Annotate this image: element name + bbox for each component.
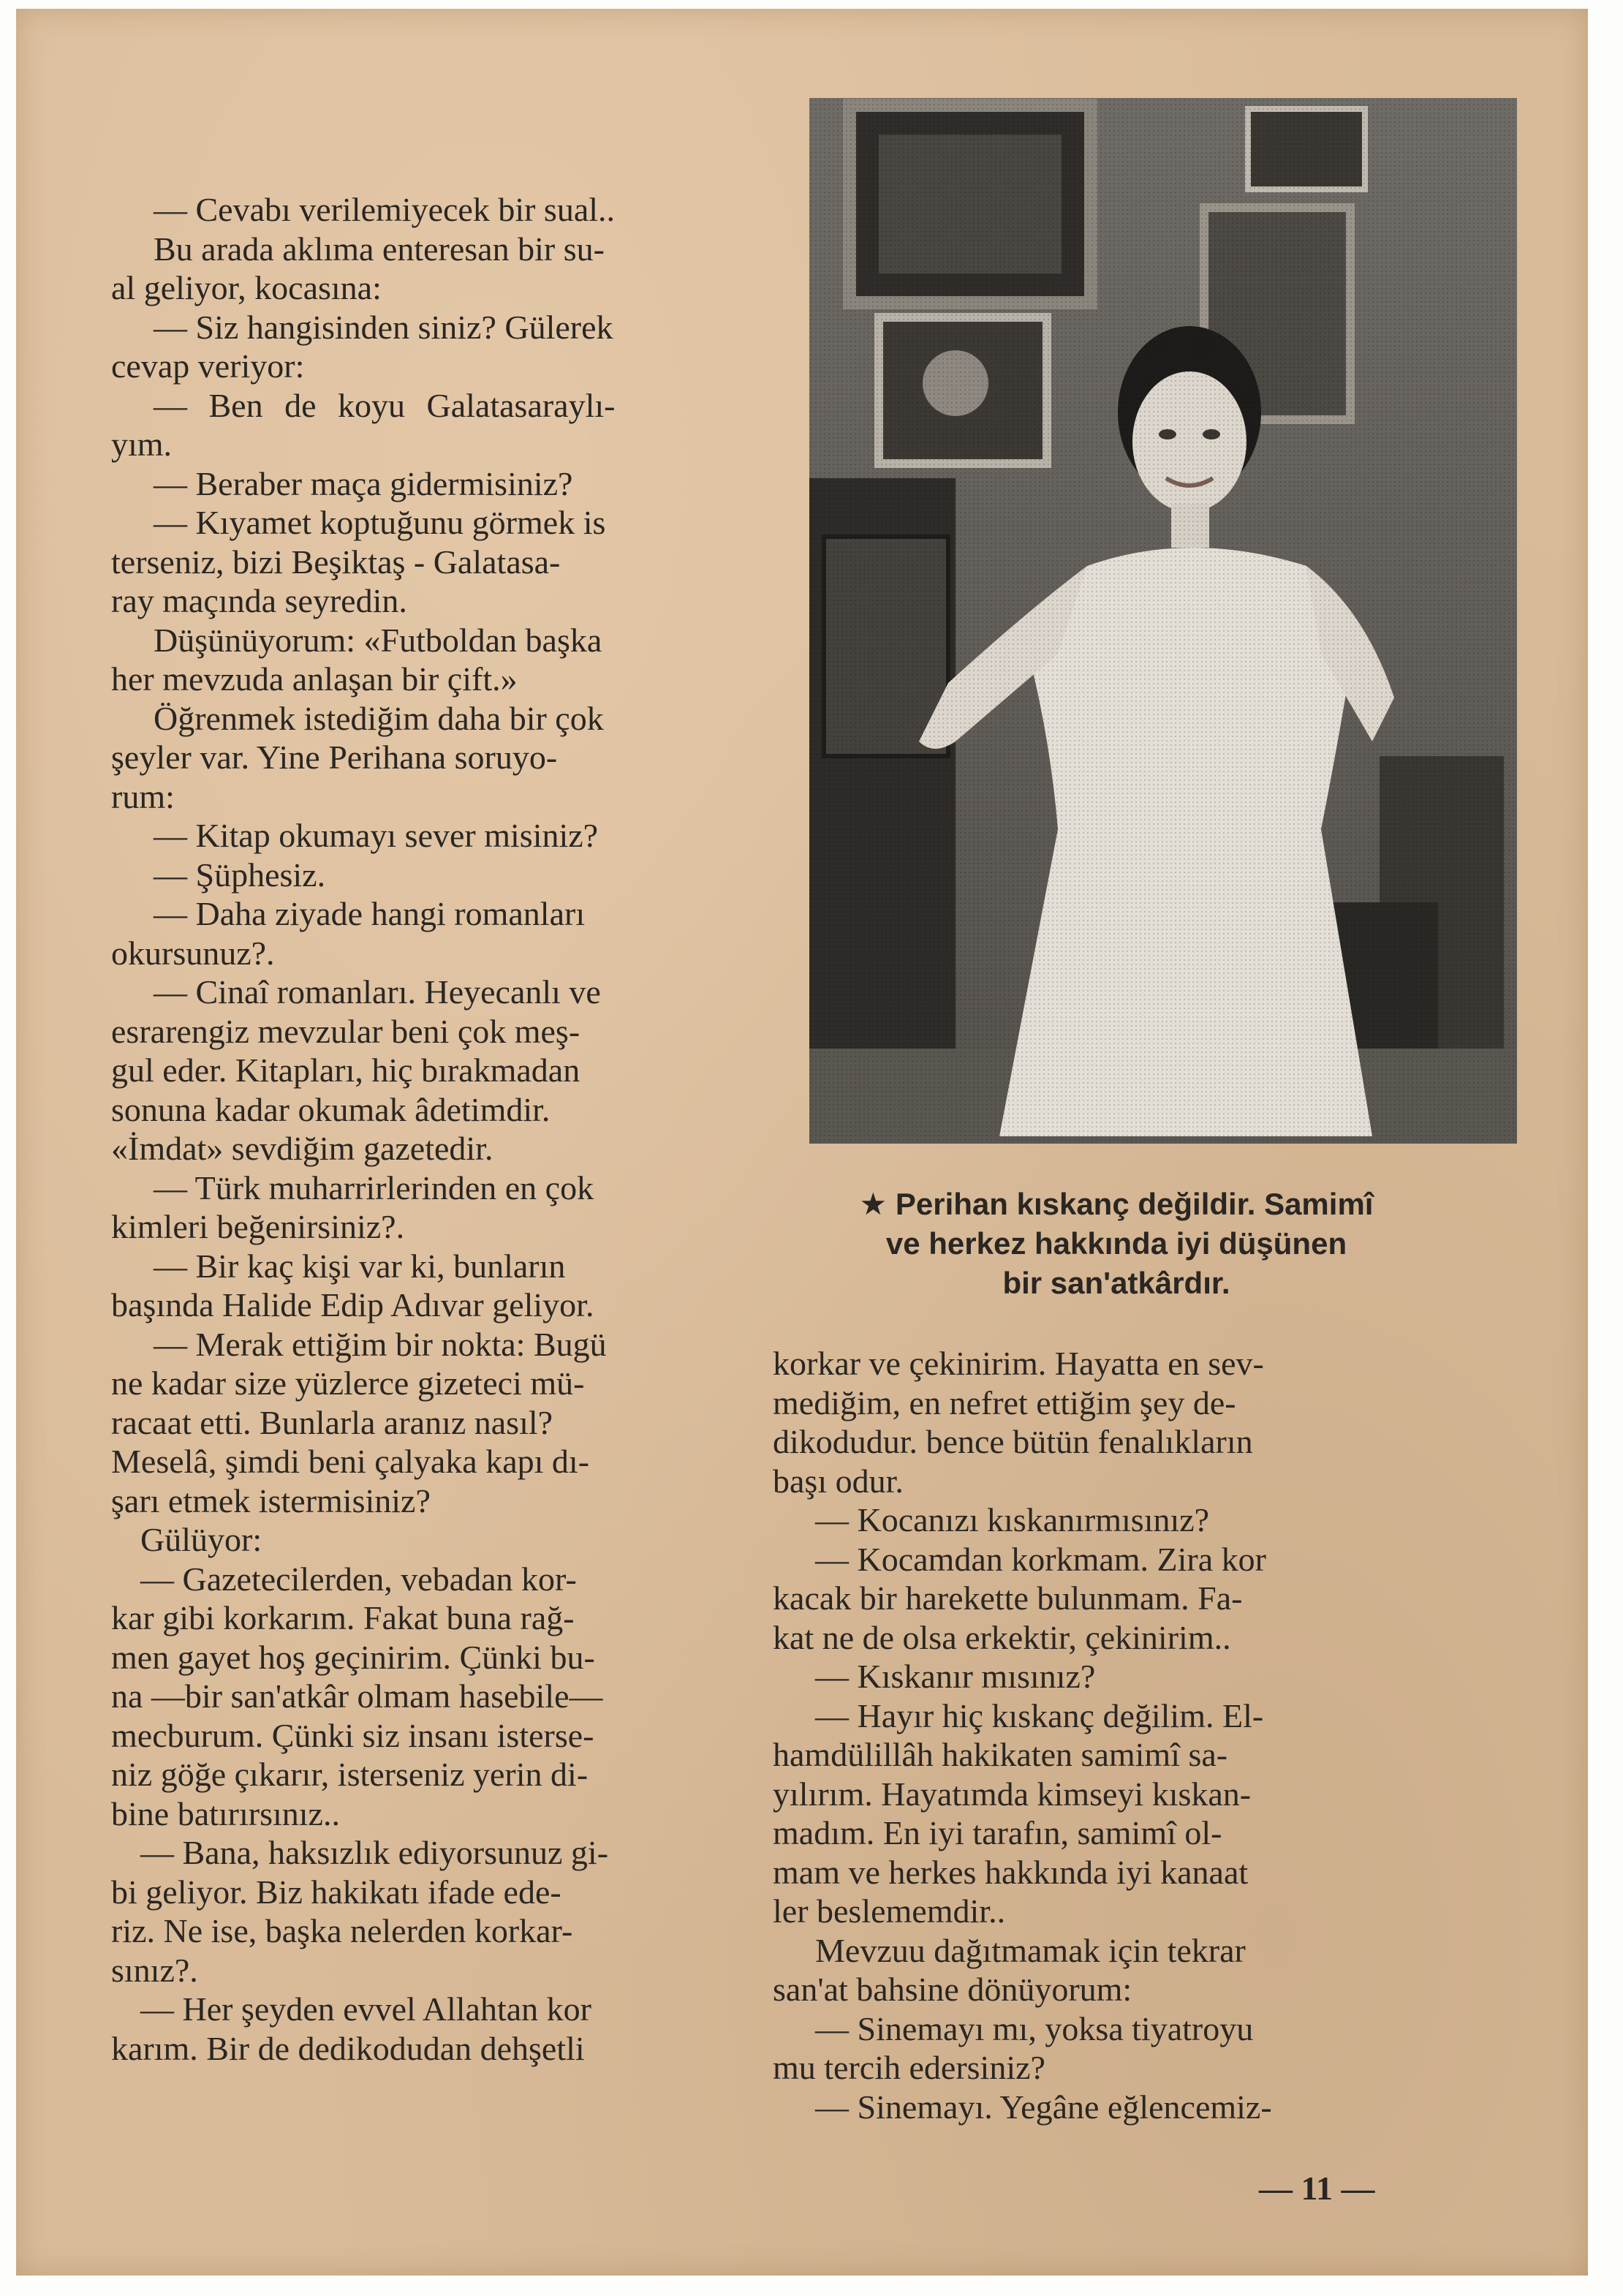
text-line: — Sinemayı. Yegâne eğlencemiz- (815, 2088, 1272, 2126)
text-line: sınız?. (111, 1951, 198, 1989)
page-number: — 11 — (1259, 2170, 1375, 2207)
text-line: bine batırırsınız.. (111, 1794, 340, 1832)
text-line: okursunuz?. (111, 934, 275, 972)
text-line: ne kadar size yüzlerce gizeteci mü- (111, 1364, 585, 1402)
text-line: — Kocanızı kıskanırmısınız? (815, 1501, 1210, 1538)
text-line: riz. Ne ise, başka nelerden korkar- (111, 1912, 573, 1949)
text-line: — Kitap okumayı sever misiniz? (154, 817, 599, 854)
text-line: — Kıyamet koptuğunu görmek is (154, 504, 606, 541)
text-line: «İmdat» sevdiğim gazetedir. (111, 1130, 493, 1167)
text-line: — Ben de koyu Galatasaraylı- (154, 386, 616, 424)
text-line: — Kıskanır mısınız? (815, 1658, 1096, 1695)
text-line: mediğim, en nefret ettiğim şey de- (773, 1383, 1236, 1421)
text-line: bi geliyor. Biz hakikatı ifade ede- (111, 1873, 561, 1911)
caption-line: ve herkez hakkında iyi düşünen (885, 1226, 1347, 1261)
text-line: mecburum. Çünki siz insanı isterse- (111, 1716, 594, 1754)
text-line: niz göğe çıkarır, isterseniz yerin di- (111, 1756, 589, 1793)
text-line: ler beslememdir.. (773, 1892, 1006, 1930)
text-line: Düşünüyorum: «Futboldan başka (154, 621, 602, 659)
text-line: korkar ve çekinirim. Hayatta en sev- (773, 1345, 1264, 1382)
text-line: esrarengiz mevzular beni çok meş- (111, 1012, 580, 1050)
text-line: yım. (111, 426, 173, 463)
text-line: Bu arada aklıma enteresan bir su- (154, 230, 605, 268)
text-line: — Cevabı verilemiyecek bir sual.. (154, 191, 616, 228)
text-line: başında Halide Edip Adıvar geliyor. (111, 1286, 594, 1323)
right-text-column (773, 1344, 1431, 2126)
text-line: Öğrenmek istediğim daha bir çok (154, 699, 604, 737)
text-line: Gülüyor: (140, 1521, 262, 1558)
text-line: racaat etti. Bunlarla aranız nasıl? (111, 1403, 553, 1441)
text-line: — Bana, haksızlık ediyorsunuz gi- (140, 1834, 609, 1871)
text-line: na —bir san'atkâr olmam hasebile— (111, 1677, 603, 1715)
text-line: Mevzuu dağıtmamak için tekrar (815, 1931, 1246, 1969)
text-line: — Şüphesiz. (154, 856, 326, 894)
magazine-page (16, 9, 1588, 2276)
text-line: — Bir kaç kişi var ki, bunların (154, 1247, 566, 1285)
text-line: Meselâ, şimdi beni çalyaka kapı dı- (111, 1443, 590, 1480)
text-line: sonuna kadar okumak âdetimdir. (111, 1090, 551, 1128)
text-line: hamdülillâh hakikaten samimî sa- (773, 1736, 1228, 1773)
text-line: cevap veriyor: (111, 347, 305, 385)
caption-line: bir san'atkârdır. (1002, 1266, 1230, 1300)
text-line: madım. En iyi tarafın, samimî ol- (773, 1814, 1222, 1851)
photo-caption (776, 1185, 1456, 1303)
text-line: — Beraber maça gidermisiniz? (154, 464, 573, 502)
text-line: şarı etmek istermisiniz? (111, 1481, 431, 1519)
caption-line: Perihan kıskanç değildir. Samimî (895, 1187, 1374, 1221)
text-line: mu tercih edersiniz? (773, 2049, 1045, 2086)
text-line: yılırım. Hayatımda kimseyi kıskan- (773, 1775, 1252, 1813)
text-line: kat ne de olsa erkektir, çekinirim.. (773, 1618, 1231, 1656)
text-line: her mevzuda anlaşan bir çift.» (111, 660, 518, 698)
text-line: terseniz, bizi Beşiktaş - Galatasa- (111, 543, 561, 581)
text-line: — Sinemayı mı, yoksa tiyatroyu (815, 2009, 1254, 2047)
text-line: — Cinaî romanları. Heyecanlı ve (154, 973, 601, 1011)
text-line: mam ve herkes hakkında iyi kanaat (773, 1853, 1249, 1891)
text-line: kacak bir harekette bulunmam. Fa- (773, 1579, 1243, 1617)
text-line: — Hayır hiç kıskanç değilim. El- (815, 1696, 1264, 1734)
text-line: şeyler var. Yine Perihana soruyo- (111, 739, 558, 776)
left-text-column (111, 190, 776, 2068)
text-line: — Merak ettiğim bir nokta: Bugü (154, 1325, 607, 1363)
text-line: — Türk muharrirlerinden en çok (154, 1168, 594, 1206)
text-line: san'at bahsine dönüyorum: (773, 1971, 1132, 2008)
text-line: al geliyor, kocasına: (111, 269, 382, 306)
text-line: karım. Bir de dedikodudan dehşetli (111, 2029, 585, 2067)
text-line: — Her şeyden evvel Allahtan kor (140, 1990, 591, 2028)
text-line: gul eder. Kitapları, hiç bırakmadan (111, 1051, 580, 1089)
text-line: başı odur. (773, 1462, 904, 1500)
text-line: kar gibi korkarım. Fakat buna rağ- (111, 1599, 575, 1636)
portrait-photo (809, 98, 1517, 1144)
text-line: dikodudur. bence bütün fenalıkların (773, 1423, 1253, 1460)
text-line: kimleri beğenirsiniz?. (111, 1208, 405, 1245)
star-icon: ★ (859, 1187, 888, 1221)
text-line: ray maçında seyredin. (111, 582, 407, 619)
photo-illustration (809, 98, 1517, 1144)
text-line: — Kocamdan korkmam. Zira kor (815, 1540, 1266, 1578)
text-line: — Siz hangisinden siniz? Gülerek (154, 308, 613, 346)
text-line: — Gazetecilerden, vebadan kor- (140, 1560, 577, 1598)
text-line: — Daha ziyade hangi romanları (154, 895, 586, 932)
text-line: men gayet hoş geçinirim. Çünki bu- (111, 1638, 595, 1676)
text-line: rum: (111, 777, 175, 815)
